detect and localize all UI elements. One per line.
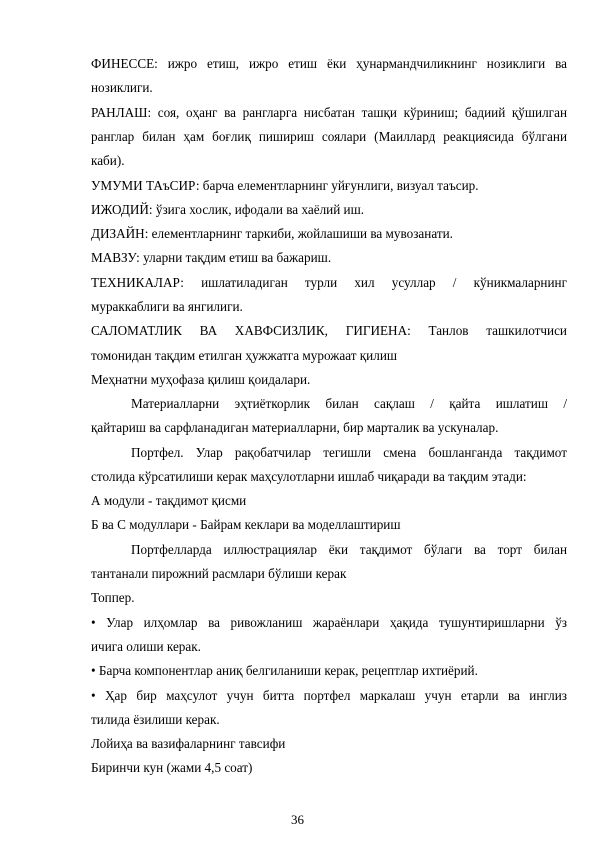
text-line: МАВЗУ: уларни тақдим етиш ва бажариш. [91, 250, 332, 265]
text-line: каби). [91, 153, 125, 168]
text-line: тантанали пирожний расмлари бўлиши керак [91, 566, 347, 581]
text-line: РАНЛАШ: соя, оҳанг ва рангларга нисбатан ташқи кўриниш; бадиий қўшилган [91, 105, 567, 120]
text-line: ичига олиши керак. [91, 639, 201, 654]
text-line: УМУМИ ТАъСИР: барча елементларнинг уйғунлиги, визуал таъсир. [91, 178, 479, 193]
text-line: ранглар билан ҳам боғлиқ пишириш соялари (Маиллард реакциясида бўлгани [91, 129, 567, 144]
text-line: Б ва С модуллари - Байрам кеклари ва моделлаштириш [91, 517, 401, 532]
text-line: • Ҳар бир маҳсулот учун битта портфел маркалаш учун етарли ва инглиз [91, 688, 567, 703]
text-line: Материалларни эҳтиёткорлик билан сақлаш / қайта ишлатиш / [131, 396, 567, 411]
text-line: Топпер. [91, 590, 135, 605]
text-line: А модули - тақдимот қисми [91, 493, 247, 508]
text-line: Меҳнатни муҳофаза қилиш қоидалари. [91, 372, 311, 387]
text-line: ТЕХНИКАЛАР: ишлатиладиган турли хил усуллар / кўникмаларнинг [91, 275, 567, 290]
text-line: Портфелларда иллюстрациялар ёки тақдимот бўлаги ва торт билан [131, 542, 567, 557]
text-line: Лойиҳа ва вазифаларнинг тавсифи [91, 736, 286, 751]
text-line: ДИЗАЙН: елементларнинг таркиби, жойлашиши ва мувозанати. [91, 226, 453, 241]
text-line: САЛОМАТЛИК ВА ХАВФСИЗЛИК, ГИГИЕНА: Танлов ташкилотчиси [91, 323, 567, 338]
text-line: тилида ёзилиши керак. [91, 712, 220, 727]
text-line: • Улар илҳомлар ва ривожланиш жараёнлари ҳақида тушунтиришларни ўз [91, 615, 567, 630]
text-line: Биринчи кун (жами 4,5 соат) [91, 760, 253, 775]
text-line: ИЖОДИЙ: ўзига хослик, ифодали ва хаёлий иш. [91, 202, 365, 217]
text-line: • Барча компонентлар аниқ белгиланиши керак, рецептлар ихтиёрий. [91, 663, 478, 678]
text-line: ФИНЕССЕ: ижро етиш, ижро етиш ёки ҳунармандчиликнинг нозиклиги ва [91, 56, 567, 71]
text-line: мураккаблиги ва янгилиги. [91, 299, 243, 314]
text-line: томонидан тақдим етилган ҳужжатга мурожаат қилиш [91, 348, 398, 363]
text-line: нозиклиги. [91, 80, 153, 95]
text-line: Портфел. Улар рақобатчилар тегишли смена бошланганда тақдимот [131, 445, 567, 460]
text-line: столида кўрсатилиши керак маҳсулотларни ишлаб чиқаради ва тақдим этади: [91, 469, 527, 484]
page-number: 36 [291, 812, 304, 827]
text-line: қайтариш ва сарфланадиган материалларни, бир марталик ва ускуналар. [91, 420, 499, 435]
